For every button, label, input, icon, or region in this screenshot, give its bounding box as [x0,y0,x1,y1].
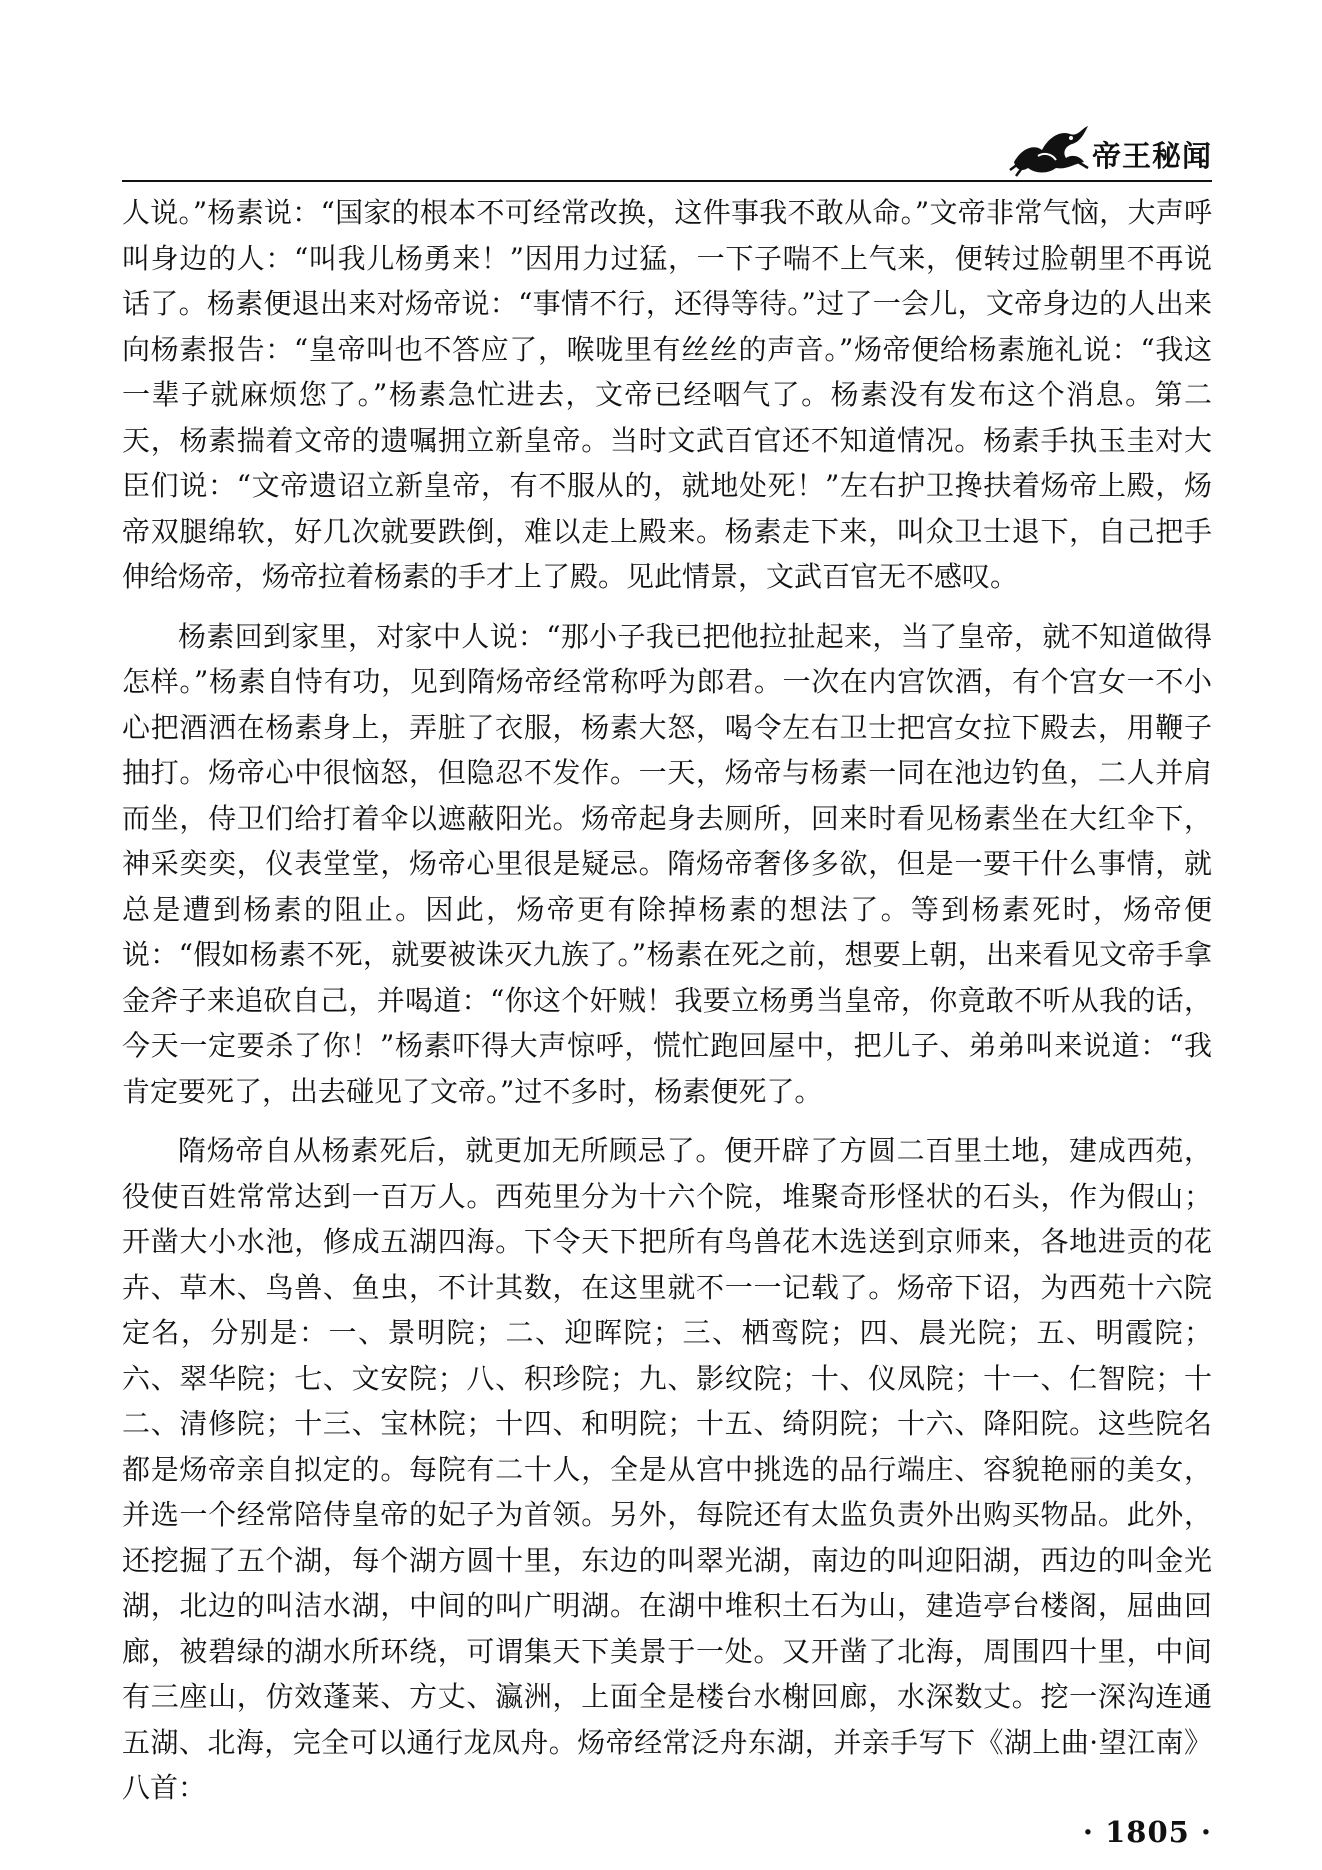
paragraph: 人说。”杨素说：“国家的根本不可经常改换，这件事我不敢从命。”文帝非常气恼，大声呼叫身边的人：“叫我儿杨勇来！”因用力过猛，一下子喘不上气来，便转过脸朝里不再说话了。杨素便退出来对炀帝说：“事情不行，还得等待。”过了一会儿，文帝身边的人出来向杨素报告：“皇帝叫也不答应了，喉咙里有丝丝的声音。”炀帝便给杨素施礼说：“我这一辈子就麻烦您了。”杨素急忙进去，文帝已经咽气了。杨素没有发布这个消息。第二天，杨素揣着文帝的遗嘱拥立新皇帝。当时文武百官还不知道情况。杨素手执玉圭对大臣们说：“文帝遗诏立新皇帝，有不服从的，就地处死！”左右护卫搀扶着炀帝上殿，炀帝双腿绵软，好几次就要跌倒，难以走上殿来。杨素走下来，叫众卫士退下，自己把手伸给炀帝，炀帝拉着杨素的手才上了殿。见此情景，文武百官无不感叹。 [122,196,1212,593]
main-text [122,190,1212,1811]
paragraph: 隋炀帝自从杨素死后，就更加无所顾忌了。便开辟了方圆二百里土地，建成西苑，役使百姓常常达到一百万人。西苑里分为十六个院，堆聚奇形怪状的石头，作为假山；开凿大小水池，修成五湖四海。下令天下把所有鸟兽花木选送到京师来，各地进贡的花卉、草木、鸟兽、鱼虫，不计其数，在这里就不一一记载了。炀帝下诏，为西苑十六院定名，分别是：一、景明院；二、迎晖院；三、栖鸾院；四、晨光院；五、明霞院；六、翠华院；七、文安院；八、积珍院；九、影纹院；十、仪凤院；十一、仁智院；十二、清修院；十三、宝林院；十四、和明院；十五、绮阴院；十六、降阳院。这些院名都是炀帝亲自拟定的。每院有二十人，全是从宫中挑选的品行端庄、容貌艳丽的美女，并选一个经常陪侍皇帝的妃子为首领。另外，每院还有太监负责外出购买物品。此外，还挖掘了五个湖，每个湖方圆十里，东边的叫翠光湖，南边的叫迎阳湖，西边的叫金光湖，北边的叫洁水湖，中间的叫广明湖。在湖中堆积土石为山，建造亭台楼阁，屈曲回廊，被碧绿的湖水所环绕，可谓集天下美景于一处。又开凿了北海，周围四十里，中间有三座山，仿效蓬莱、方丈、瀛洲，上面全是楼台水榭回廊，水深数丈。挖一深沟连通五湖、北海，完全可以通行龙凤舟。炀帝经常泛舟东湖，并亲手写下《湖上曲·望江南》八首： [122,1134,1212,1804]
book-title: 帝王秘闻 [1091,139,1212,173]
paragraph: 杨素回到家里，对家中人说：“那小子我已把他拉扯起来，当了皇帝，就不知道做得怎样。”杨素自恃有功，见到隋炀帝经常称呼为郎君。一次在内宫饮酒，有个宫女一不小心把酒洒在杨素身上，弄脏了衣服，杨素大怒，喝令左右卫士把宫女拉下殿去，用鞭子抽打。炀帝心中很恼怒，但隐忍不发作。一天，炀帝与杨素一同在池边钓鱼，二人并肩而坐，侍卫们给打着伞以遮蔽阳光。炀帝起身去厕所，回来时看见杨素坐在大红伞下，神采奕奕，仪表堂堂，炀帝心里很是疑忌。隋炀帝奢侈多欲，但是一要干什么事情，就总是遭到杨素的阻止。因此，炀帝更有除掉杨素的想法了。等到杨素死时，炀帝便说：“假如杨素不死，就要被诛灭九族了。”杨素在死之前，想要上朝，出来看见文帝手拿金斧子来追砍自己，并喝道：“你这个奸贼！我要立杨勇当皇帝，你竟敢不听从我的话，今天一定要杀了你！”杨素吓得大声惊呼，慌忙跑回屋中，把儿子、弟弟叫来说道：“我肯定要死了，出去碰见了文帝。”过不多时，杨素便死了。 [122,619,1212,1108]
running-header [122,112,1212,182]
header-rule [122,180,1212,182]
page-number: · 1805 · [1082,1815,1212,1849]
dragon-emblem-icon [1008,118,1092,178]
